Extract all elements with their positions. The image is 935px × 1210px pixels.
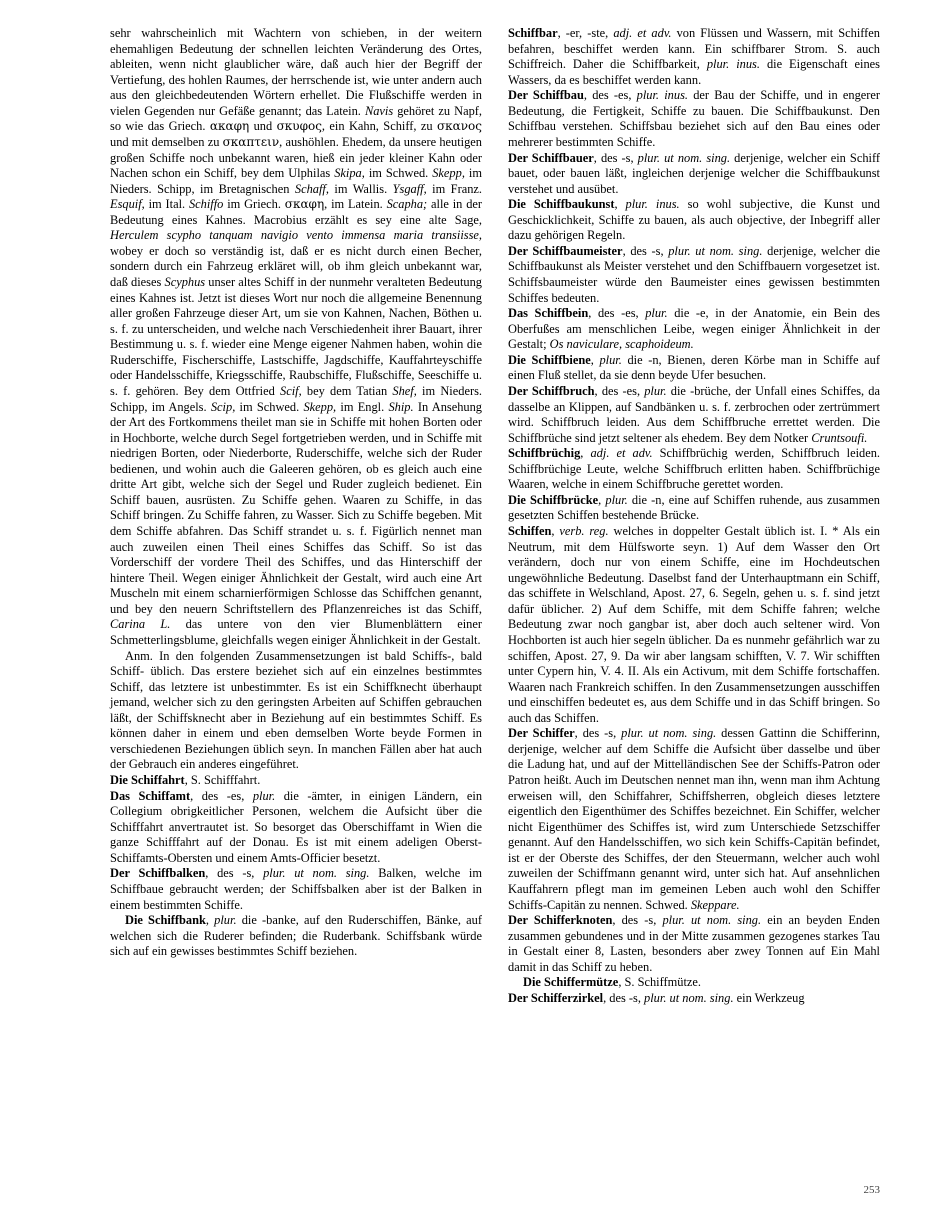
body-text: derjenige, welcher ein Schiff bauet, oder bauen läßt, ingleichen derjenige welcher die Schiffbaukunst verstehet und ausübet. xyxy=(508,150,880,196)
headword: Schiffen xyxy=(508,524,552,538)
body-text: unser altes Schiff in der nunmehr veralteten Bedeutung eines Kahnes ist. Jetzt ist dieses Wort nur noch die allgemeine Benennung aller großen Fahrzeuge dieser Art, um sie von Kahnen, Nachen, Böthen u. s. f. zu unterscheiden, und welche nach Verschiedenheit ihrer Bauart, ihrer Bestimmung u. s. f. wieder eine Menge eigener Nahmen haben, wohin die Ruderschiffe, Fischerschiffe, Lastschiffe, Jagdschiffe, Kauffahrteyschiffe oder Handelsschiffe, Kriegsschiffe, Raubschiffe, Flußschiffe, Seeschiffe u. s. f. gehören. Bey dem Ottfried xyxy=(110,275,482,398)
body-text: , des -es, xyxy=(588,306,646,321)
body-text: , im Latein. xyxy=(324,197,387,212)
headword: Der Schiffer xyxy=(508,726,575,741)
body-text: , xyxy=(598,492,606,507)
body-text: In Ansehung der Art des Fortkommens theilet man sie in Schiffe mit hohen Borten oder in Hochborte, welche durch Segel fortgetrieben werden, und in Schiffe mit niedrigen Borten, oder Niederborte, Ruderschiffe, welche sich der Ruder bedienen, und wohin auch die Galeeren gehören, ob es gleich auch eine dritte Art gibt, welche sich der Segel und Ruder zugleich bedienet. Ein Schiff bauen, ausrüsten. Zu Schiffe gehen. Waaren zu Schiffe, in das Schiff bringen. Zu Schiffe fahren, zu Wasser. Sich zu Schiffe begeben. Mit dem Schiffe abfahren. Das Schiff strandet u. s. f. Figürlich nennet man auch zuweilen einen Theil eines Schiffes das Schiff. So ist das Vorderschiff der vordere Theil des Schiffes, und das Hinterschiff der hintere Theil. Wegen einiger Ähnlichkeit der Gestalt, wird auch eine Art Muscheln mit einem scharnierförmigen Schlosse das Schiffchen genannt, und bey den neuern Schriftstellern des Pflanzenreiches ist das Schiff, xyxy=(110,399,482,616)
body-text: , xyxy=(590,352,600,367)
body-text: und mit demselben zu xyxy=(110,134,223,149)
italic-text: adj. et adv. xyxy=(590,446,653,461)
body-text: die -n, eine auf Schiffen ruhende, aus zusammen gesetzten Schiffen bestehende Brücke. xyxy=(508,492,880,523)
body-text: dessen Gattinn die Schifferinn, derjenige, welcher auf dem Schiffe die Aufsicht über dasselbe und über die Ladung hat, und auf der Mittelländischen See der Schiffs-Patron oder Patron heißt. Auch im Deutschen nennet man ihn, wenn man ihm Achtung erweisen will, den Schiffahrer, Schiffsherren, obgleich dieses letztere eigentlich den Eigenthümer des Schiffes bezeichnet. Ein Schiffer, welcher nicht Eigenthümer des Schiffes ist, wird zum Unterschiede Setzschiffer genannt. Auf den Handelsschiffen, wo sich kein Schiffs-Capitän befindet, ist er der Oberste des Schiffes, der den Steuermann, welcher auch wohl zuweilen der Schiffmann genannt wird, unter sich hat. Auf ansehnlichen Kauffahrern pflegt man im gemeinen Leben auch wohl den Schiffer Schiffs-Capitän zu nennen. Schwed. xyxy=(508,726,880,912)
headword: Die Schiffbiene xyxy=(508,352,591,367)
body-text: die -n, Bienen, deren Körbe man in Schiffe auf einen Fluß stellet, da sie denn beyde Ufer besuchen. xyxy=(508,352,880,383)
greek-text: σκυφος xyxy=(276,119,322,134)
body-text: Anm. In den folgenden Zusammensetzungen ist bald Schiffs-, bald Schiff- üblich. Das erstere beziehet sich auf ein einzelnes bestimmtes Schiff, das letztere ist unbestimmter. Es ist ein Schiffknecht überhaupt jemand, welcher sich zu den geringsten Arbeiten auf Schiffen gebrauchen läßt, der Schiffsknecht aber in Beziehung auf ein bestimmtes Schiff. Es können daher in einem und eben demselben Worte beyde Formen in verschiedenen Beziehungen üblich seyn. In manchen Fällen aber hat auch der Gebrauch ein anderes eingeführet. xyxy=(110,648,482,772)
headword: Schiffbrüchig xyxy=(508,446,581,461)
headword: Der Schifferzirkel xyxy=(508,990,604,1005)
body-text: von Flüssen und Wassern, mit Schiffen befahren, beschiffet werden kann. Ein schiffbarer Strom. S. auch Schiffreich. Daher die Schiffbarkeit, xyxy=(508,26,880,72)
paragraph xyxy=(110,773,482,789)
right-text-column xyxy=(508,26,880,1006)
page-number: 253 xyxy=(863,1184,880,1196)
paragraph xyxy=(508,975,880,991)
italic-text: plur. ut nom. sing. xyxy=(662,913,762,928)
body-text: , xyxy=(551,524,560,538)
paragraph xyxy=(508,524,880,726)
body-text: im Nieders. Schipp, im Bretagnischen xyxy=(110,166,482,196)
headword: Schiffbar xyxy=(508,26,558,40)
italic-text: Ysgaff, xyxy=(392,181,427,196)
italic-text: plur. ut nom. sing. xyxy=(263,866,370,881)
headword: Der Schiffbau xyxy=(508,88,584,103)
paragraph xyxy=(508,151,880,198)
body-text: bey dem Tatian xyxy=(301,383,393,398)
paragraph xyxy=(508,197,880,244)
body-text: , des -s, xyxy=(612,913,663,928)
paragraph xyxy=(508,726,880,913)
paragraph xyxy=(508,306,880,353)
paragraph xyxy=(508,244,880,306)
italic-text: Ship. xyxy=(388,399,414,414)
italic-text: Carina L. xyxy=(110,617,171,632)
body-text: im Engl. xyxy=(336,399,389,414)
body-text: derjenige, welcher die Schiffbaukunst als Meister verstehet und den Schiffbauern vorgesetzet ist. Schiffsbaumeister würde den Baumeister eines gewissen bestimmten Schiffes bedeuten. xyxy=(508,243,880,305)
italic-text: Scif, xyxy=(280,383,302,398)
body-text: , des -s, xyxy=(574,726,622,741)
two-column-layout xyxy=(110,26,880,1006)
body-text: so wohl subjective, die Kunst und Geschicklichkeit, Schiffe zu bauen, als auch objective, der Inbegriff aller dazu gehörigen Regeln. xyxy=(508,197,880,243)
body-text: Balken, welche im Schiffbaue gebraucht werden; der Schiffsbalken aber ist der Balken in einem bestimmten Schiffe. xyxy=(110,866,483,912)
body-text: , des -es, xyxy=(190,788,253,803)
body-text: die -e, in der Anatomie, ein Bein des Oberfußes am menschlichen Leibe, wegen einiger Ähnlichkeit in der Gestalt; xyxy=(508,306,881,352)
paragraph xyxy=(110,866,482,913)
body-text: , des -es, xyxy=(583,88,637,103)
headword: Das Schiffbein xyxy=(508,306,589,321)
body-text: gehöret zu Napf, so wie das Griech. xyxy=(110,103,482,134)
headword: Der Schifferknoten xyxy=(508,913,613,928)
headword: Die Schiffermütze xyxy=(523,975,619,990)
body-text: , des -s, xyxy=(622,243,669,258)
italic-text: Scyphus xyxy=(164,275,206,289)
paragraph xyxy=(508,913,880,975)
body-text: , des -s, xyxy=(205,866,264,881)
headword: Das Schiffamt xyxy=(110,788,191,803)
paragraph xyxy=(508,353,880,384)
italic-text: plur. xyxy=(599,352,622,367)
body-text: , xyxy=(205,913,215,928)
italic-text: Skepp, xyxy=(432,166,465,181)
italic-text: verb. reg. xyxy=(559,524,609,538)
paragraph xyxy=(508,991,880,1007)
body-text: im Ital. xyxy=(144,197,189,212)
italic-text: Shef, xyxy=(392,383,417,398)
italic-text: Herculem scypho tanquam navigio vento immensa maria transiisse, xyxy=(110,228,482,243)
italic-text: plur. inus. xyxy=(636,88,688,103)
headword: Der Schiffbruch xyxy=(508,383,595,398)
body-text: die -brüche, der Unfall eines Schiffes, da dasselbe an Klippen, auf Sandbänken u. s. f. zerbrochen oder zertrümmert wird. Schiffbruch leiden. Aus dem Schiffbruche errettet werden. Die Schiffbrüche sind jetzt seltener als ehedem. Bey dem Notker xyxy=(508,383,880,445)
paragraph xyxy=(508,446,880,493)
italic-text: plur. ut nom. sing. xyxy=(621,726,717,741)
body-text: alle in der Bedeutung eines Kahnes. Macrobius erzählt es sey eine alte Sage, xyxy=(110,197,483,227)
paragraph xyxy=(110,789,482,867)
paragraph xyxy=(508,493,880,524)
body-text: sehr wahrscheinlich mit Wachtern von schieben, in der weitern ehemahligen Bedeutung der schnellen leichten Veränderung des Ortes, ableiten, wenn nicht glaublicher wäre, daß auch hier der Begriff der Vertiefung, des hohlen Raumes, der herrschende ist, wie unter andern auch aus den gleichbedeutenden Wörtern erhellet. Die Flußschiffe werden in vielen Gegenden nur Gefäße genannt; das Latein. xyxy=(110,26,482,118)
body-text: , xyxy=(580,446,591,461)
body-text: , S. Schifffahrt. xyxy=(184,773,261,787)
italic-text: Scip, xyxy=(210,399,236,414)
italic-text: Skepp, xyxy=(303,399,337,414)
body-text: , S. Schiffmütze. xyxy=(618,975,702,990)
body-text: im Schwed. xyxy=(364,166,433,181)
paragraph xyxy=(110,913,482,960)
italic-text: plur. inus. xyxy=(625,197,680,212)
italic-text: Esquif, xyxy=(110,197,145,212)
body-text: ein Werkzeug xyxy=(733,990,805,1005)
body-text: , des -s, xyxy=(603,990,645,1005)
body-text: im Wallis. xyxy=(328,181,393,196)
italic-text: plur. xyxy=(644,383,667,398)
italic-text: plur. xyxy=(605,492,628,507)
paragraph xyxy=(508,88,880,150)
italic-text: plur. ut nom. sing. xyxy=(637,150,731,165)
italic-text: plur. ut nom. sing. xyxy=(644,990,734,1005)
body-text: die Eigenschaft eines Wassers, da es beschiffet werden kann. xyxy=(508,57,880,87)
headword: Die Schiffbank xyxy=(125,913,206,928)
body-text: im Nieders. Schipp, im Angels. xyxy=(110,383,482,414)
body-text: die -banke, auf den Ruderschiffen, Bänke, auf welchen sich die Ruderer befinden; die Ruderbank. Schiffsbank würde sich auf ein gewisses bestimmtes Schiff beziehen. xyxy=(110,913,482,959)
paragraph xyxy=(508,26,880,88)
greek-text: σκαπτειν xyxy=(222,134,280,149)
body-text: , des -s, xyxy=(593,150,638,165)
body-text: , -er, -ste, xyxy=(557,26,614,40)
body-text: im Franz. xyxy=(426,181,482,196)
body-text: die -ämter, in einigen Ländern, ein Collegium obrigkeitlicher Personen, welchem die Aufsicht über die Schifffahrt anvertrautet ist. So besorget das Oberschiffamt in Wien die ganze Schifffahrt auf der Donau. Es ist mit einem adeligen Oberst-Schiffamts-Obersten und einem Amts-Officier besetzt. xyxy=(110,788,483,865)
italic-text: plur. ut nom. sing. xyxy=(668,243,763,258)
italic-text: Skeppare. xyxy=(690,897,740,912)
body-text: , aushöhlen. Ehedem, da unsere heutigen großen Schiffe noch unbekannt waren, hieß ein jeder kleiner Kahn oder Nachen schon ein Schiff, bey dem Ulphilas xyxy=(110,134,482,181)
left-text-column xyxy=(110,26,482,960)
body-text: Schiffbrüchig werden, Schiffbruch leiden. Schiffbrüchige Leute, welche Schiffbruch erlitten haben. Schiffbrüchige Waaren, welche in einem Schiffbruche gerettet worden. xyxy=(508,446,881,492)
headword: Der Schiffbalken xyxy=(110,866,206,881)
body-text: das untere von den vier Blumenblättern einer Schmetterlingsblume, gleichfalls wegen einiger Ähnlichkeit in der Gestalt. xyxy=(110,617,482,647)
italic-text: Cruntsoufi. xyxy=(811,430,868,445)
headword: Die Schiffbaukunst xyxy=(508,197,615,212)
headword: Die Schiffahrt xyxy=(110,773,185,787)
headword: Die Schiffbrücke xyxy=(508,492,599,507)
italic-text: Skipa, xyxy=(334,166,365,181)
body-text: im Griech. xyxy=(223,197,285,212)
headword: Der Schiffbaumeister xyxy=(508,243,623,258)
body-text: im Schwed. xyxy=(235,399,304,414)
italic-text: plur. xyxy=(645,306,668,321)
body-text: ein an beyden Enden zusammen gebundenes und in der Mitte zusammen gezogenes starkes Tau in Gestalt einer 8, Lasten, besonders aber zwey Tonnen auf Ein Mahl damit in das Schiff zu heben. xyxy=(508,913,880,974)
italic-text: Navis xyxy=(364,103,394,118)
body-text: , xyxy=(614,197,626,212)
italic-text: Scapha; xyxy=(386,197,428,212)
body-text: , ein Kahn, Schiff, zu xyxy=(321,119,437,134)
italic-text: plur. inus. xyxy=(706,57,760,72)
body-text: wobey er doch so verständig ist, daß er es nicht durch einen Becher, sondern durch ein Fahrzeug erkläret will, ob ihm gleich unbekannt war, daß dieses xyxy=(110,243,482,289)
italic-text: Os naviculare, scaphoideum. xyxy=(549,337,694,352)
greek-text: σκανος xyxy=(436,119,483,134)
italic-text: plur. xyxy=(252,788,276,803)
body-text: der Bau der Schiffe, und in engerer Bedeutung, die Fertigkeit, Schiffe zu bauen. Die Schiffbaukunst. Den Schiffbau verstehen. Schiffsbau beziehet sich auf den Bau eines oder mehrerer bestimmten Schiffe. xyxy=(508,88,881,149)
headword: Der Schiffbauer xyxy=(508,150,594,165)
italic-text: adj. et adv. xyxy=(613,26,672,40)
italic-text: plur. xyxy=(214,913,237,928)
body-text: , des -es, xyxy=(594,383,645,398)
paragraph xyxy=(110,649,482,774)
body-text: welches in doppelter Gestalt üblich ist. I. * Als ein Neutrum, mit dem Hülfsworte seyn. 1) Auf dem Wasser den Ort verändern, doch nur von einem Schiffe, eine im Hochdeutschen ungewöhnliche Bedeutung. Daselbst fand der Unterhauptmann ein Schiff, das schiffete in Welschland, Apost. 27, 6. Segeln, gehen u. s. f. sind jetzt dafür üblicher. 2) Auf dem Schiffe, mit dem Schiffe fahren; welche Bedeutung zwar noch gangbar ist, aber doch auch seltener wird. Von Hochborten ist auch hier segeln üblicher. Da es nunmehr gefährlich war zu schiffen, Apost. 27, 9. Da wir aber langsam schifften, V. 7. Wir schifften unter Cypern hin, V. 4. II. Als ein Activum, mit dem Schiffe fortschaffen. Waaren nach Frankreich schiffen. In den Zusammensetzungen ausschiffen und einschiffen bedeutet es, aus dem Schiffe und in das Schiff bringen. So auch das Schiffen. xyxy=(508,524,880,725)
paragraph xyxy=(508,384,880,446)
greek-text: σκαφη xyxy=(284,197,325,212)
italic-text: Schiffo xyxy=(188,197,224,212)
italic-text: Schaff, xyxy=(294,181,329,196)
greek-text: ακαφη xyxy=(209,119,250,134)
paragraph xyxy=(110,26,482,649)
body-text: und xyxy=(249,119,277,134)
